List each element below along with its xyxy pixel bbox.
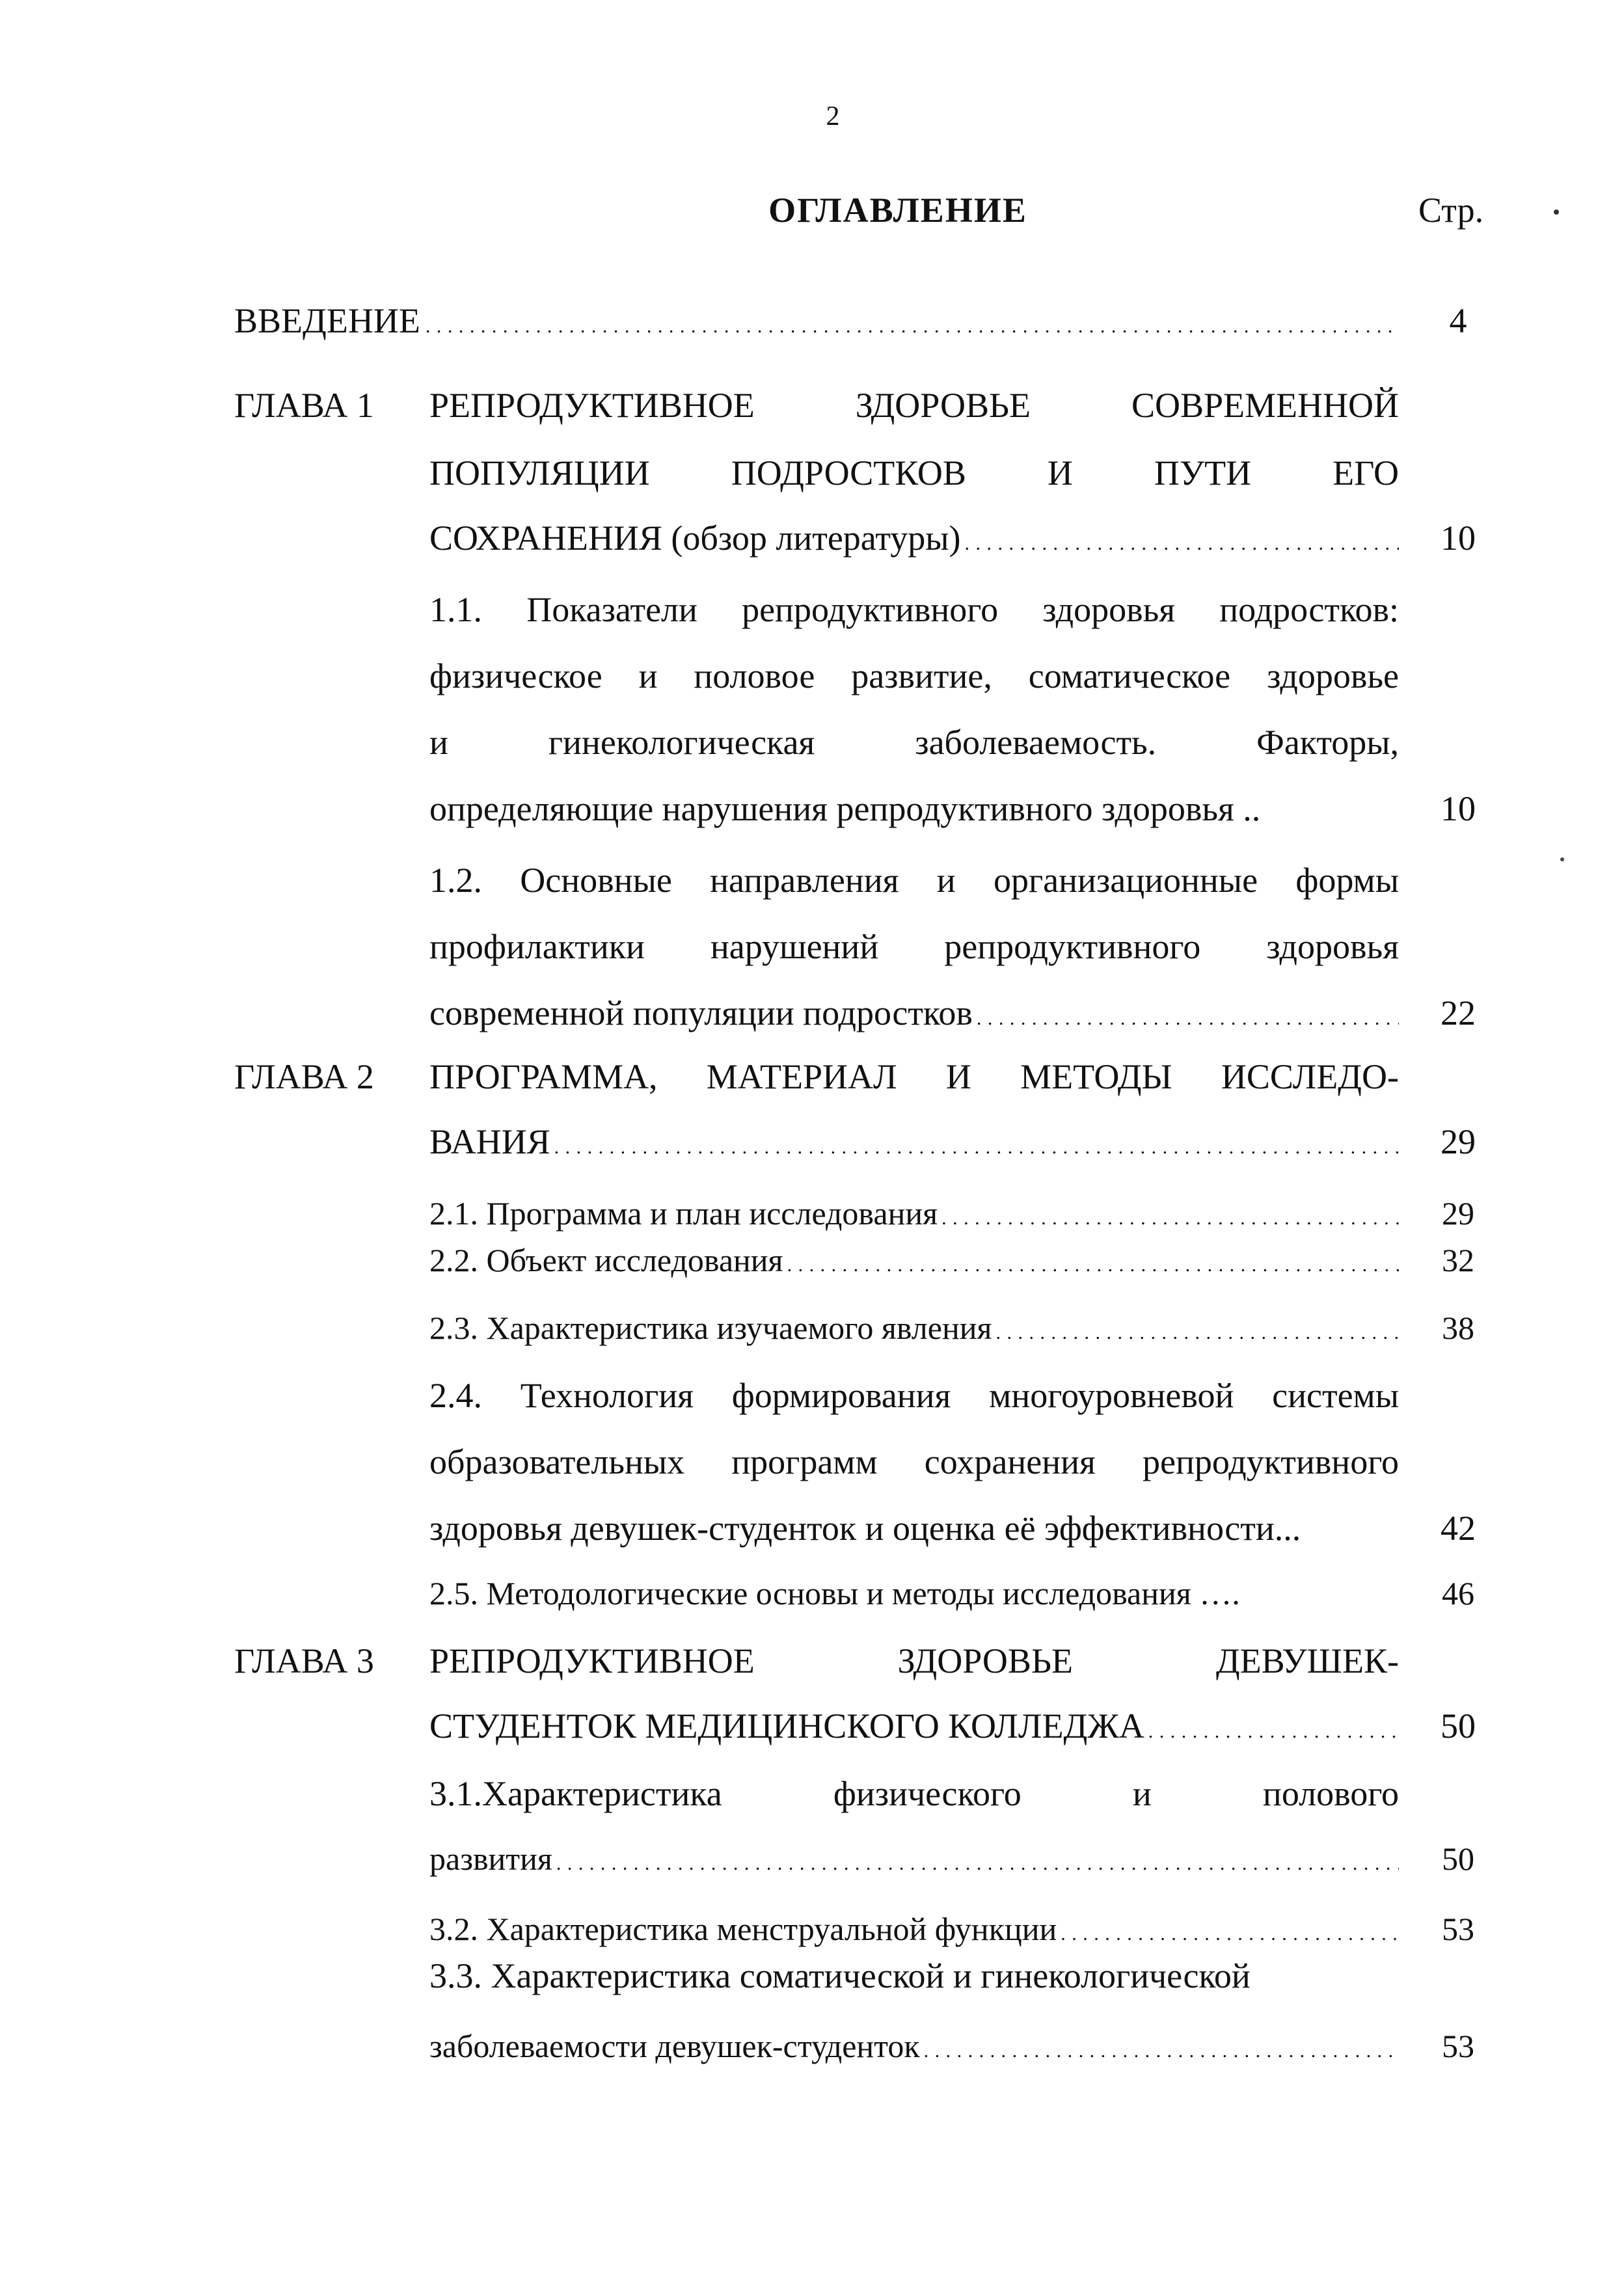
dot-leader [965,520,1399,556]
section-line: 3.2. Характеристика менструальной функции [429,1911,1057,1947]
section-line: определяющие нарушения репродуктивного здоровья .. [429,789,1261,828]
section-line: профилактики нарушений репродуктивного здоровья [429,927,1399,966]
section-page: 29 [1442,1195,1474,1232]
section-line: 2.5. Методологические основы и методы исследования …. [429,1575,1240,1611]
section-line: 2.2. Объект исследования [429,1242,783,1278]
dot-leader [977,995,1399,1031]
section-line: образовательных программ сохранения репродуктивного [429,1442,1399,1481]
chapter-title-line: ПРОГРАММА, МАТЕРИАЛ И МЕТОДЫ ИССЛЕДО- [429,1057,1399,1096]
scan-speck [1560,857,1564,861]
section-line: здоровья девушек-студенток и оценка её эффективности... [429,1509,1301,1548]
chapter-page: 10 [1441,519,1476,558]
chapter-title-line: СОХРАНЕНИЯ (обзор литературы) [429,519,961,558]
section-line: 1.2. Основные направления и организационные формы [429,861,1399,900]
section-line: 2.4. Технология формирования многоуровневой системы [429,1376,1399,1415]
section-line: и гинекологическая заболеваемость. Факторы, [429,723,1399,762]
intro-page: 4 [1449,301,1467,340]
chapter-title-line: СТУДЕНТОК МЕДИЦИНСКОГО КОЛЛЕДЖА [429,1706,1144,1745]
intro-text: ВВЕДЕНИЕ [234,301,420,340]
section-line: 1.1. Показатели репродуктивного здоровья подростков: [429,590,1399,629]
section-line: 2.1. Программа и план исследования [429,1195,938,1232]
section-line: 3.3. Характеристика соматической и гинекологической [429,1956,1251,1995]
dot-leader [1061,1913,1399,1945]
dot-leader [995,1312,1399,1344]
section-page: 42 [1441,1509,1476,1548]
dot-leader [941,1197,1399,1230]
section-line: 2.3. Характеристика изучаемого явления [429,1310,992,1346]
section-page: 32 [1442,1242,1474,1278]
dot-leader [924,2030,1399,2062]
section-page: 46 [1442,1575,1474,1611]
page-column-label: Стр. [1418,191,1484,230]
section-page: 53 [1442,2028,1474,2064]
chapter-title-line: ПОПУЛЯЦИИ ПОДРОСТКОВ И ПУТИ ЕГО [429,453,1399,492]
section-line: современной популяции подростков [429,993,973,1032]
section-page: 53 [1442,1911,1474,1947]
chapter-title-line: РЕПРОДУКТИВНОЕ ЗДОРОВЬЕ СОВРЕМЕННОЙ [429,386,1399,425]
chapter-label: ГЛАВА 1 [234,386,374,425]
chapter-title-line: ВАНИЯ [429,1122,550,1161]
scan-speck [1554,209,1559,215]
section-page: 50 [1442,1840,1474,1877]
chapter-title-line: РЕПРОДУКТИВНОЕ ЗДОРОВЬЕ ДЕВУШЕК- [429,1641,1399,1680]
section-line: заболеваемости девушек-студенток [429,2028,920,2064]
page-number: 2 [826,101,840,131]
dot-leader [787,1244,1399,1276]
section-line: 3.1.Характеристика физического и полового [429,1774,1399,1813]
section-page: 10 [1441,789,1476,828]
chapter-page: 50 [1441,1706,1476,1745]
chapter-label: ГЛАВА 2 [234,1057,374,1096]
dot-leader [556,1842,1399,1875]
dot-leader [426,303,1399,338]
chapter-label: ГЛАВА 3 [234,1641,374,1680]
section-page: 38 [1442,1310,1474,1346]
chapter-page: 29 [1441,1122,1476,1161]
toc-title: ОГЛАВЛЕНИЕ [768,191,1027,230]
section-line: развития [429,1840,552,1877]
section-page: 22 [1441,993,1476,1032]
dot-leader [554,1124,1399,1159]
dot-leader [1148,1708,1399,1744]
section-line: физическое и половое развитие, соматическое здоровье [429,656,1399,695]
